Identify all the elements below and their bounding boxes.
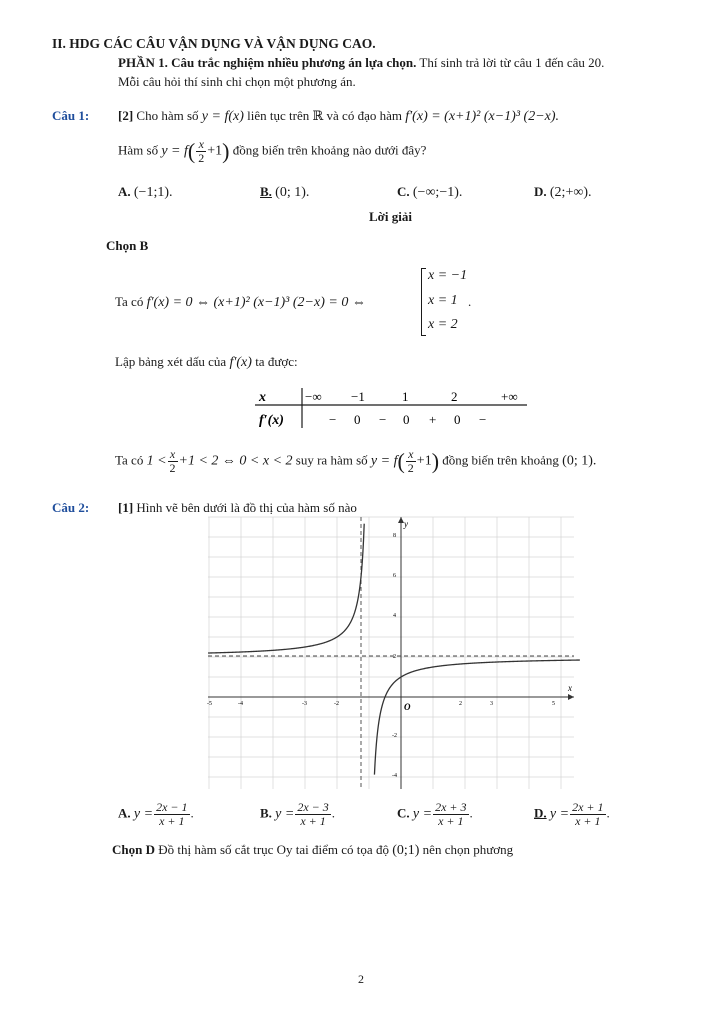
q1-step3: Ta có 1 < $\frac{x}{2}$ +1 < 2 ⇔ 0 < x < 2 suy ra hàm số y = f( $\frac{x}{2}$ +1) đồng biến trên khoảng (0; 1). — [115, 447, 597, 475]
q1-step2: Lập bảng xét dấu của f′(x) ta được: — [115, 354, 298, 370]
roots-bracket — [421, 268, 426, 336]
function-graph — [208, 515, 576, 791]
sign-table-x-label: x — [259, 390, 266, 405]
part-text-2: Mỗi câu hỏi thí sinh chỉ chọn một phương án. — [118, 74, 356, 89]
sign-5: 0 — [454, 412, 461, 427]
section-title: II. HDG CÁC CÂU VẬN DỤNG VÀ VẬN DỤNG CAO. — [52, 36, 376, 51]
root-3: x = 2 — [428, 317, 458, 332]
q1-choice: Chọn B — [106, 238, 149, 253]
sign-point-4: +∞ — [501, 389, 518, 404]
x-tick-2: 2 — [459, 701, 462, 707]
q1-option-d[interactable]: D. (2;+∞). — [534, 184, 592, 200]
q1-stem-b: liên tục trên ℝ và có đạo hàm — [247, 108, 402, 123]
y-tick-m2: -2 — [392, 733, 397, 739]
page-number: 2 — [358, 972, 364, 986]
q1-level: [2] — [118, 108, 134, 123]
sign-0: − — [329, 412, 337, 427]
sign-1: 0 — [354, 412, 361, 427]
x-tick-3: 3 — [490, 701, 493, 707]
q1-label: Câu 1: — [52, 108, 90, 123]
sign-point-3: 2 — [451, 389, 458, 404]
q1-derivative: f′(x) = (x+1)² (x−1)³ (2−x). — [405, 109, 560, 124]
y-tick-m4: -4 — [392, 773, 397, 779]
q2-option-c[interactable]: C. y = $\frac{2x + 3}{x + 1}$ . — [397, 800, 473, 828]
q2-option-b[interactable]: B. y = $\frac{2x - 3}{x + 1}$ . — [260, 800, 336, 828]
sign-3: 0 — [403, 412, 410, 427]
q1-option-a[interactable]: A. (−1;1). — [118, 184, 173, 200]
q2-explanation: Chọn D Đồ thị hàm số cắt trục Oy tai điểm có tọa độ (0;1) nên chọn phương — [112, 842, 514, 858]
q1-step1: Ta có f′(x) = 0 ⇔ (x+1)² (x−1)³ (2−x) = 0 ⇔ — [115, 294, 366, 310]
part-intro — [118, 55, 604, 71]
sign-2: − — [379, 412, 387, 427]
q1-stem — [118, 108, 559, 125]
x-axis-arrow — [568, 694, 574, 700]
part-text-1: Thí sinh trả lời từ câu 1 đến câu 20. — [419, 55, 605, 70]
sign-point-0: −∞ — [305, 389, 322, 404]
y-tick-8: 8 — [393, 533, 396, 539]
q2-option-a[interactable]: A. y = $\frac{2x - 1}{x + 1}$ . — [118, 800, 194, 828]
q1-func: y = f(x) — [201, 109, 244, 124]
x-tick-m3: -3 — [302, 701, 307, 707]
sign-table-fp-label: f′(x) — [259, 413, 284, 428]
x-axis-label: x — [568, 683, 572, 693]
y-tick-4: 4 — [393, 613, 396, 619]
sign-table — [255, 386, 535, 430]
root-2: x = 1 — [428, 293, 458, 308]
graph-branch-left — [208, 524, 364, 653]
x-tick-m4: -4 — [238, 701, 243, 707]
q2-stem: [1] Hình vẽ bên dưới là đồ thị của hàm số nào — [118, 500, 357, 515]
x-tick-m2: -2 — [334, 701, 339, 707]
q2-option-d[interactable]: D. y = $\frac{2x + 1}{x + 1}$ . — [534, 800, 610, 828]
q1-stem-a: Cho hàm số — [136, 108, 199, 123]
y-tick-6: 6 — [393, 573, 396, 579]
origin-label: O — [404, 702, 411, 712]
x-tick-5: 5 — [552, 701, 555, 707]
sign-6: − — [479, 412, 487, 427]
graph-grid — [208, 517, 574, 789]
x-tick-m5: -5 — [207, 701, 212, 707]
sign-point-2: 1 — [402, 389, 409, 404]
solution-title: Lời giải — [369, 209, 412, 224]
roots-period: . — [468, 294, 472, 309]
sign-4: + — [429, 412, 437, 427]
y-tick-2: 2 — [393, 654, 396, 660]
y-axis-label: y — [404, 519, 408, 529]
q1-option-c[interactable]: C. (−∞;−1). — [397, 184, 463, 200]
part-title: PHẦN 1. Câu trắc nghiệm nhiều phương án lựa chọn. — [118, 55, 417, 70]
q1-stem2-a: Hàm số — [118, 142, 159, 158]
q2-label: Câu 2: — [52, 500, 90, 515]
root-1: x = −1 — [428, 268, 468, 283]
q1-stem2-b: đồng biến trên khoảng nào dưới đây? — [232, 142, 427, 158]
q1-stem-2: Hàm số y = f( $\frac{x}{2}$ +1) đồng biến trên khoảng nào dưới đây? — [118, 137, 427, 165]
q1-option-b[interactable]: B. (0; 1). — [260, 184, 310, 200]
q1-frac: $\frac{x}{2}$ — [198, 137, 205, 165]
sign-point-1: −1 — [351, 389, 365, 404]
